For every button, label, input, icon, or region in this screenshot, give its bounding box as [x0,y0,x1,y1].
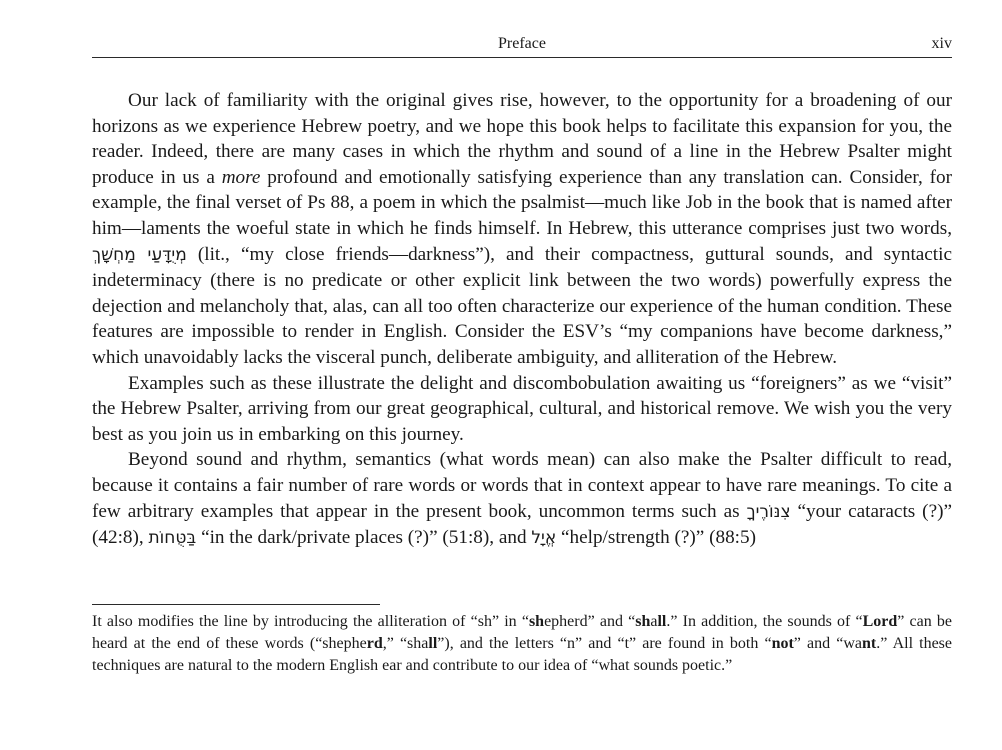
footnote-text: ” can be heard at the end of these words (“shephe [92,613,953,652]
footnote-text: ,” “sha [382,635,429,652]
footnote-bold: sh [528,613,545,630]
footnote-bold: sh [635,613,651,630]
running-head [92,32,952,58]
hebrew-word-cataracts: צִנּוֹרֶיךָ [746,501,791,522]
footnote-bold: Lord [862,613,898,630]
paragraph-1-text-b: profound and emotionally satisfying experience than any translation can. Consider, for example, the final verset of Ps 88, a poem in which the psalmist—much like Job in the book that is named after him—laments the woeful state in which he finds himself. In Hebrew, this utterance comprises just two words, [92,166,952,239]
paragraph-1 [92,88,952,371]
hebrew-word-strength: אֱיָל [531,528,557,549]
paragraph-2: Examples such as these illustrate the delight and discombobulation awaiting us “foreigners” as we “visit” the Hebrew Psalter, arriving from our great geographical, cultural, and historical remove. We wish you the very best as you join us in embarking on this journey. [92,372,952,445]
paragraph-3-text-c: “in the dark/private places (?)” (51:8), and [196,527,532,549]
footnote-rule [92,604,380,605]
footnote-text: .” In addition, the sounds of “ [666,613,863,630]
footnote-bold: ll [657,613,667,630]
footnote-text: ”), and the letters “n” and “t” are found in both “ [437,635,772,652]
footnote-bold: nt [862,635,877,652]
emphasis-more: more [221,166,261,188]
footnote-text: a [650,613,658,630]
paragraph-3-text-d: “help/strength (?)” (88:5) [556,527,756,549]
footnote-text: It also modifies the line by introducing the alliteration of “sh” in “ [92,613,529,630]
paragraph-1-text-c: (lit., “my close friends—darkness”), and their compactness, guttural sounds, and syntactic indeterminacy (there is no predicate or other explicit link between the two words) powerfully express the dejection and melancholy that, alas, can all too often characterize our experience of the human condition. These features are impossible to render in English. Consider the ESV’s “my companions have become darkness,” which unavoidably lacks the visceral punch, deliberate ambiguity, and alliteration of the Hebrew. [92,243,952,368]
running-head-title: Preface [498,35,546,52]
footnote-bold: not [771,635,794,652]
footnote-bold: rd [366,635,383,652]
footnote-text: .” All these techniques are natural to the modern English ear and contribute to our idea of “what sounds poetic.” [92,635,953,674]
paragraph-3-text-b: “your cataracts (?)” (42:8), [92,500,952,549]
paragraph-3 [92,447,952,551]
footnote [92,611,952,677]
hebrew-word-dark-places: בַּטֻּחוֹת [148,528,197,549]
footnote-text: epherd” and “ [544,613,636,630]
page-number: xiv [931,35,952,52]
footnote-text: ” and “wa [793,635,862,652]
header-rule [92,57,952,58]
paragraph-1-text-a: Our lack of familiarity with the original gives rise, however, to the opportunity for a broadening of our horizons as we experience Hebrew poetry, and we hope this book helps to facilitate this expansion for you, the reader. Indeed, there are many cases in which the rhythm and sound of a line in the Hebrew Psalter might produce in us a [92,90,952,188]
hebrew-phrase-ps88: מְיֻדָּעַי מַחְשָׁךְ [92,244,187,265]
main-text [92,88,952,552]
footnote-bold: ll [428,635,438,652]
paragraph-3-text-a: Beyond sound and rhythm, semantics (what words mean) can also make the Psalter difficult to read, because it contains a fair number of rare words or words that in context appear to have rare meanings. To cite a few arbitrary examples that appear in the present book, uncommon terms such as [92,449,952,522]
